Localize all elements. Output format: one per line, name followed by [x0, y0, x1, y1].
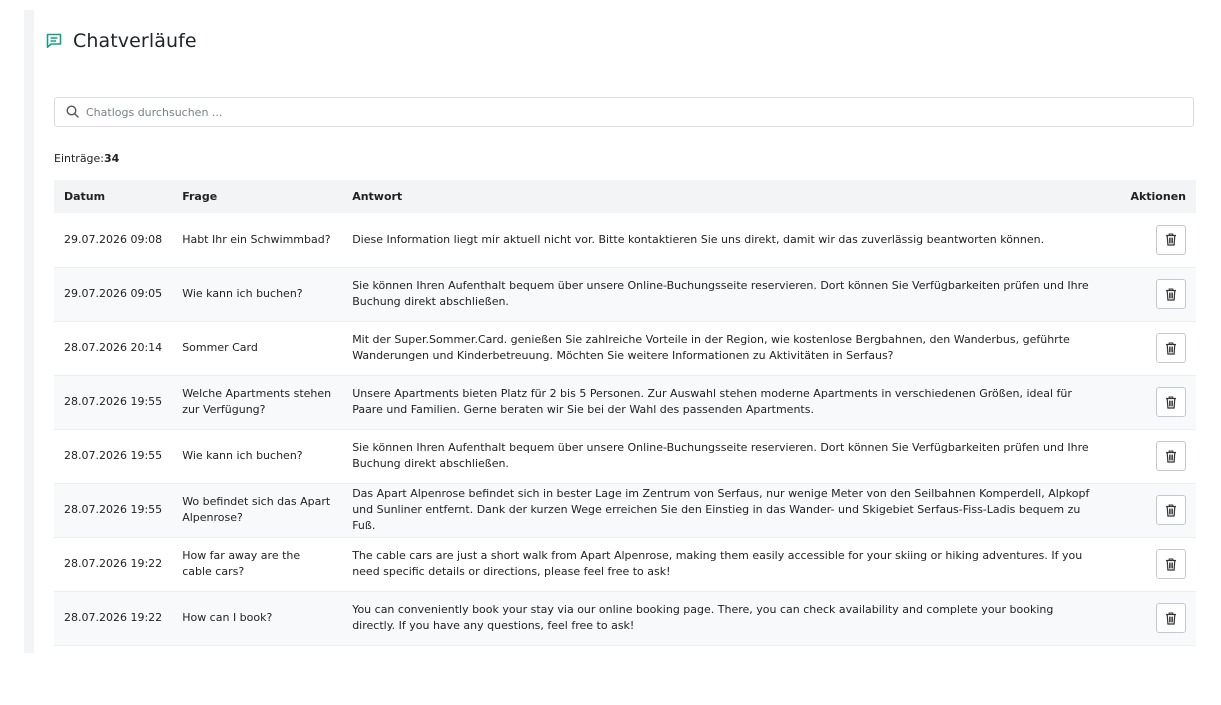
- column-header-date: Datum: [54, 180, 172, 213]
- page-title: Chatverläufe: [73, 30, 197, 52]
- cell-question: Wo befindet sich das Apart Alpenrose?: [182, 495, 331, 524]
- chat-icon: [45, 32, 63, 50]
- cell-date: 28.07.2026 20:14: [64, 341, 163, 354]
- column-header-actions: Aktionen: [1120, 180, 1196, 213]
- trash-icon: [1165, 396, 1177, 409]
- table-row: [54, 591, 1196, 645]
- cell-date: 28.07.2026 19:22: [64, 611, 163, 624]
- cell-date: 28.07.2026 19:22: [64, 557, 163, 570]
- delete-button[interactable]: [1156, 495, 1186, 525]
- cell-actions: [1120, 537, 1196, 591]
- delete-button[interactable]: [1156, 225, 1186, 255]
- trash-icon: [1165, 233, 1177, 246]
- chatlog-table: [54, 180, 1196, 646]
- cell-date: 28.07.2026 19:55: [64, 395, 163, 408]
- cell-answer: Diese Information liegt mir aktuell nicht vor. Bitte kontaktieren Sie uns direkt, damit wir das zuverlässig beantworten können.: [352, 232, 1045, 246]
- cell-actions: [1120, 213, 1196, 267]
- cell-actions: [1120, 321, 1196, 375]
- cell-question: How can I book?: [182, 611, 273, 624]
- cell-answer: Sie können Ihren Aufenthalt bequem über unsere Online-Buchungsseite reservieren. Dort können Sie Verfügbarkeiten prüfen und Ihre Buchung direkt abschließen.: [352, 279, 1089, 308]
- table-row: [54, 213, 1196, 267]
- table-row: [54, 429, 1196, 483]
- cell-question: Habt Ihr ein Schwimmbad?: [182, 232, 331, 246]
- delete-button[interactable]: [1156, 549, 1186, 579]
- trash-icon: [1165, 558, 1177, 571]
- cell-answer: You can conveniently book your stay via our online booking page. There, you can check availability and complete your booking directly. If you have any questions, feel free to ask!: [352, 603, 1054, 632]
- cell-question: Wie kann ich buchen?: [182, 449, 303, 462]
- table-row: [54, 375, 1196, 429]
- entries-value: 34: [104, 152, 120, 165]
- entries-label: Einträge:: [54, 152, 105, 165]
- delete-button[interactable]: [1156, 333, 1186, 363]
- table-row: [54, 321, 1196, 375]
- cell-date: 29.07.2026 09:05: [64, 287, 163, 300]
- left-sidebar-strip: [24, 10, 34, 653]
- search-box[interactable]: [54, 97, 1194, 127]
- entries-count: [54, 152, 119, 165]
- cell-actions: [1120, 429, 1196, 483]
- table-row: [54, 483, 1196, 537]
- search-icon: [66, 103, 79, 122]
- trash-icon: [1165, 504, 1177, 517]
- cell-date: 28.07.2026 19:55: [64, 503, 163, 516]
- cell-question: Wie kann ich buchen?: [182, 287, 303, 300]
- cell-date: 28.07.2026 19:55: [64, 449, 163, 462]
- delete-button[interactable]: [1156, 387, 1186, 417]
- cell-answer: Sie können Ihren Aufenthalt bequem über unsere Online-Buchungsseite reservieren. Dort können Sie Verfügbarkeiten prüfen und Ihre Buchung direkt abschließen.: [352, 441, 1089, 470]
- cell-actions: [1120, 375, 1196, 429]
- cell-actions: [1120, 267, 1196, 321]
- trash-icon: [1165, 612, 1177, 625]
- table-row: [54, 537, 1196, 591]
- column-header-answer: Antwort: [342, 180, 1120, 213]
- search-input[interactable]: [86, 106, 1176, 119]
- cell-date: 29.07.2026 09:08: [64, 232, 163, 246]
- cell-answer: The cable cars are just a short walk from Apart Alpenrose, making them easily accessible for your skiing or hiking adventures. If you need specific details or directions, please feel free to ask!: [352, 549, 1083, 578]
- table-header-row: [54, 180, 1196, 213]
- cell-answer: Das Apart Alpenrose befindet sich in bester Lage im Zentrum von Serfaus, nur wenige Meter von den Seilbahnen Komperdell, Alpkopf und Sunliner entfernt. Dank der kurzen Wege erreichen Sie den Einstieg in das Wander- und Skigebiet Serfaus-Fiss-Ladis bequem zu Fuß.: [352, 487, 1090, 532]
- page-header: [45, 30, 197, 52]
- trash-icon: [1165, 342, 1177, 355]
- cell-question: Sommer Card: [182, 341, 258, 354]
- trash-icon: [1165, 288, 1177, 301]
- trash-icon: [1165, 450, 1177, 463]
- cell-answer: Mit der Super.Sommer.Card. genießen Sie zahlreiche Vorteile in der Region, wie kostenlose Bergbahnen, den Wanderbus, geführte Wanderungen und Kinderbetreuung. Möchten Sie weitere Informationen zu Aktivitäten in Serfaus?: [352, 333, 1070, 362]
- column-header-question: Frage: [172, 180, 342, 213]
- delete-button[interactable]: [1156, 441, 1186, 471]
- cell-actions: [1120, 591, 1196, 645]
- table-row: [54, 267, 1196, 321]
- cell-actions: [1120, 483, 1196, 537]
- table-body: [54, 213, 1196, 645]
- cell-answer: Unsere Apartments bieten Platz für 2 bis 5 Personen. Zur Auswahl stehen moderne Apartments in verschiedenen Größen, ideal für Paare und Familien. Gerne beraten wir Sie bei der Wahl des passenden Apartments.: [352, 387, 1072, 416]
- cell-question: Welche Apartments stehen zur Verfügung?: [182, 387, 332, 416]
- delete-button[interactable]: [1156, 603, 1186, 633]
- delete-button[interactable]: [1156, 279, 1186, 309]
- chatlog-panel: [34, 10, 1221, 653]
- cell-question: How far away are the cable cars?: [182, 549, 301, 578]
